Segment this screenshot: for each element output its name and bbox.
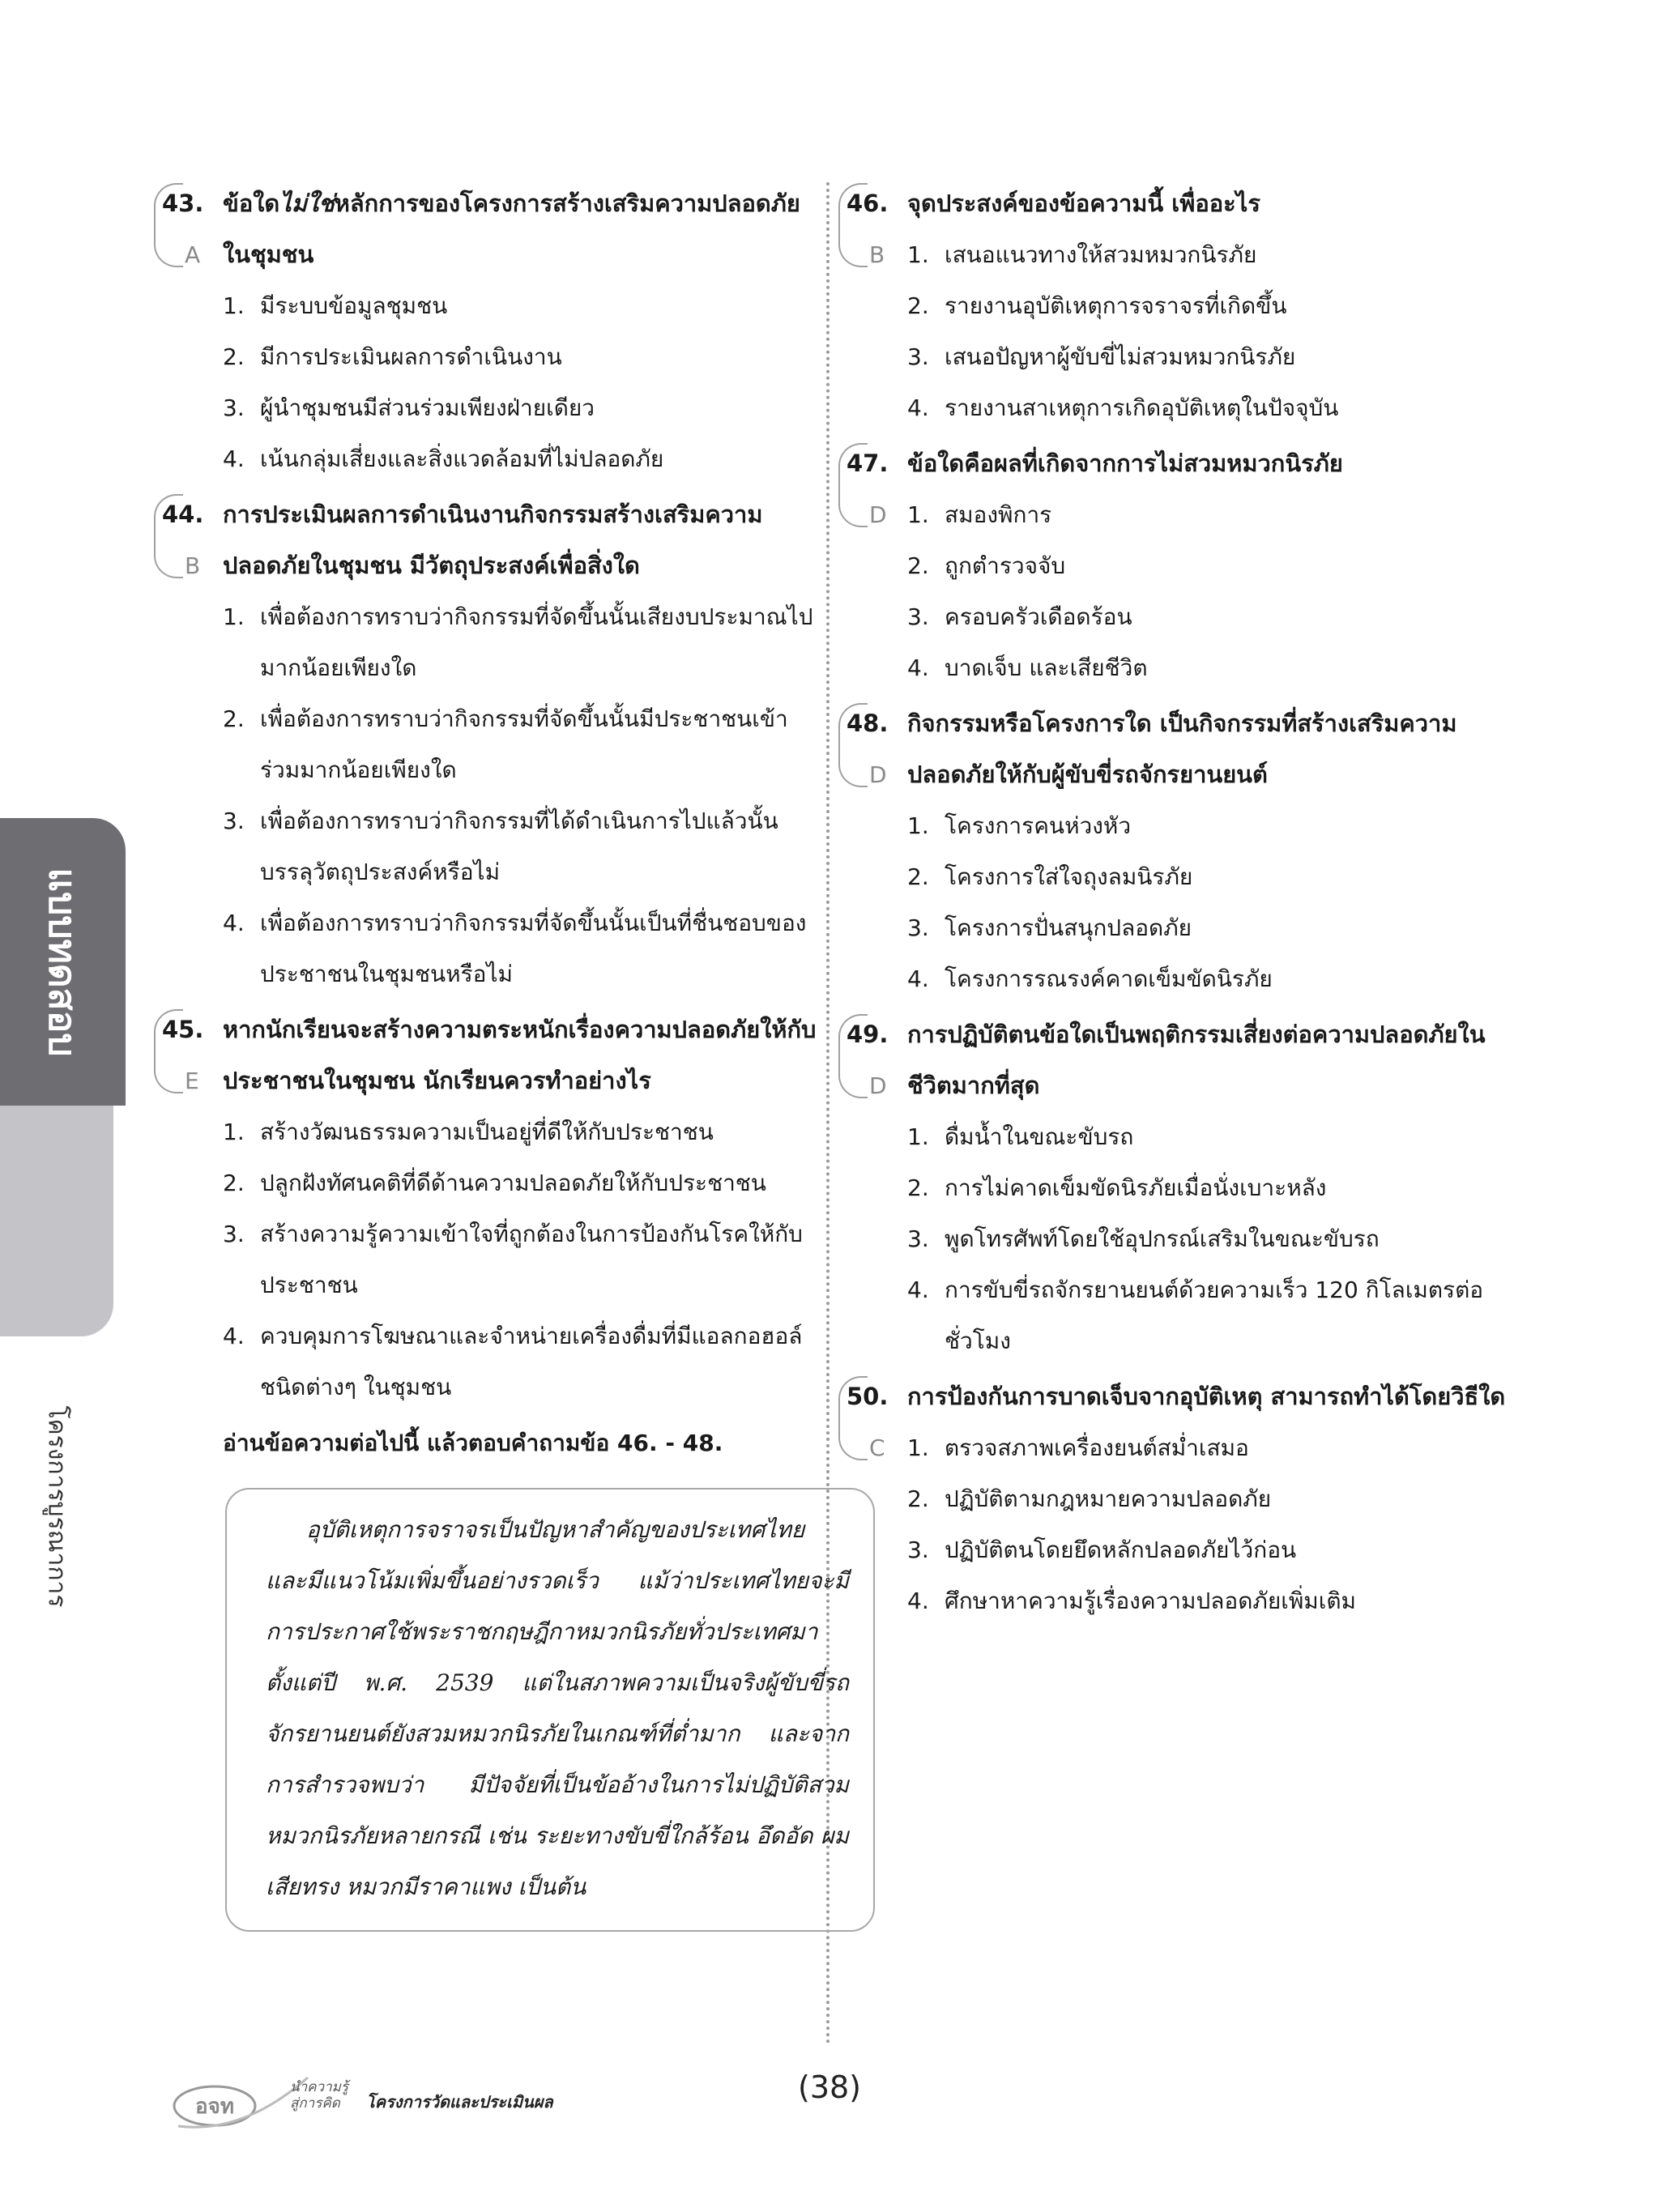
option-2[interactable]: 2. ปฏิบัติตามกฎหมายความปลอดภัย — [907, 1485, 1272, 1512]
question-46 — [847, 178, 1511, 433]
right-column — [847, 178, 1511, 1631]
question-50 — [847, 1371, 1511, 1626]
footer-title: โครงการวัดและประเมินผล — [366, 2092, 553, 2112]
question-number: 45. — [162, 1016, 204, 1043]
option-2[interactable]: 2. รายงานอุบัติเหตุการจราจรที่เกิดขึ้น — [907, 292, 1287, 319]
question-text: การปฏิบัติตนข้อใดเป็นพฤติกรรมเสี่ยงต่อความปลอดภัยในชีวิตมากที่สุด — [907, 1021, 1486, 1099]
option-4[interactable]: 4. เพื่อต้องการทราบว่ากิจกรรมที่จัดขึ้นนั้นเป็นที่ชื่นชอบของประชาชนในชุมชนหรือไม่ — [223, 910, 807, 987]
option-3[interactable]: 3. เพื่อต้องการทราบว่ากิจกรรมที่ได้ดำเนินการไปแล้วนั้นบรรลุวัตถุประสงค์หรือไม่ — [223, 808, 778, 885]
option-3[interactable]: 3. เสนอปัญหาผู้ขับขี่ไม่สวมหมวกนิรภัย — [907, 343, 1296, 370]
left-column — [162, 178, 849, 1932]
question-number: 49. — [847, 1021, 889, 1048]
side-tab-dark — [0, 818, 126, 1106]
option-3[interactable]: 3. โครงการปั่นสนุกปลอดภัย — [907, 914, 1192, 941]
option-list — [223, 280, 826, 484]
answer-letter: B — [185, 552, 201, 579]
question-number: 50. — [847, 1383, 889, 1410]
question-text: จุดประสงค์ของข้อความนี้ เพื่ออะไร — [907, 190, 1260, 217]
side-tab-light — [0, 1106, 113, 1608]
answer-letter: C — [869, 1434, 885, 1461]
option-list — [907, 1111, 1511, 1366]
answer-letter: D — [869, 761, 887, 788]
side-tab-dark-label: แบบทดสอบ — [41, 867, 85, 1057]
option-1[interactable]: 1. เพื่อต้องการทราบว่ากิจกรรมที่จัดขึ้นนั้นเสียงบประมาณไปมากน้อยเพียงใด — [223, 603, 813, 681]
question-number: 48. — [847, 710, 889, 737]
answer-letter: E — [185, 1068, 199, 1094]
option-2[interactable]: 2. โครงการใส่ใจถุงลมนิรภัย — [907, 863, 1193, 890]
question-49 — [847, 1009, 1511, 1366]
option-3[interactable]: 3. สร้างความรู้ความเข้าใจที่ถูกต้องในการป้องกันโรคให้กับประชาชน — [223, 1221, 803, 1298]
question-44 — [162, 489, 826, 999]
question-text: ข้อใดคือผลที่เกิดจากการไม่สวมหมวกนิรภัย — [907, 450, 1343, 477]
answer-letter: D — [869, 1072, 887, 1099]
question-48 — [847, 698, 1511, 1004]
option-2[interactable]: 2. ปลูกฝังทัศนคติที่ดีด้านความปลอดภัยให้กับประชาชน — [223, 1170, 766, 1196]
question-number: 47. — [847, 450, 889, 477]
answer-letter: A — [185, 241, 201, 268]
option-1[interactable]: 1. ดื่มน้ำในขณะขับรถ — [907, 1123, 1134, 1150]
question-number: 46. — [847, 190, 889, 217]
option-4[interactable]: 4. บาดเจ็บ และเสียชีวิต — [907, 654, 1148, 681]
option-3[interactable]: 3. ครอบครัวเดือดร้อน — [907, 603, 1132, 630]
option-2[interactable]: 2. มีการประเมินผลการดำเนินงาน — [223, 343, 562, 370]
question-text: การประเมินผลการดำเนินงานกิจกรรมสร้างเสริมความปลอดภัยในชุมชน มีวัตถุประสงค์เพื่อสิ่งใด — [223, 501, 763, 579]
question-text: ข้อใดไม่ใช่หลักการของโครงการสร้างเสริมความปลอดภัยในชุมชน — [223, 190, 800, 268]
option-4[interactable]: 4. ควบคุมการโฆษณาและจำหน่ายเครื่องดื่มที่มีแอลกอฮอล์ชนิดต่างๆ ในชุมชน — [223, 1323, 803, 1400]
side-tab-light-label: โครงการบูรณาการ — [42, 1405, 71, 1608]
option-3[interactable]: 3. ผู้นำชุมชนมีส่วนร่วมเพียงฝ่ายเดียว — [223, 394, 595, 421]
svg-text:อจท: อจท — [195, 2095, 234, 2119]
option-2[interactable]: 2. การไม่คาดเข็มขัดนิรภัยเมื่อนั่งเบาะหลัง — [907, 1174, 1327, 1201]
reading-passage-box — [225, 1488, 875, 1932]
option-2[interactable]: 2. ถูกตำรวจจับ — [907, 552, 1066, 579]
question-47 — [847, 438, 1511, 693]
question-number: 44. — [162, 501, 204, 528]
logo-tagline: นำความรู้ สู่การคิด — [290, 2079, 348, 2112]
answer-letter: B — [869, 241, 885, 268]
option-1[interactable]: 1. สร้างวัฒนธรรมความเป็นอยู่ที่ดีให้กับประชาชน — [223, 1119, 714, 1145]
page-number: (38) — [798, 2069, 862, 2105]
option-4[interactable]: 4. รายงานสาเหตุการเกิดอุบัติเหตุในปัจจุบัน — [907, 394, 1339, 421]
option-list — [223, 1106, 826, 1413]
reading-instruction: อ่านข้อความต่อไปนี้ แล้วตอบคำถามข้อ 46. - 48. — [223, 1430, 723, 1456]
option-4[interactable]: 4. โครงการรณรงค์คาดเข็มขัดนิรภัย — [907, 965, 1273, 992]
question-text: หากนักเรียนจะสร้างความตระหนักเรื่องความปลอดภัยให้กับประชาชนในชุมชน นักเรียนควรทำอย่างไร — [223, 1016, 817, 1094]
option-3[interactable]: 3. พูดโทรศัพท์โดยใช้อุปกรณ์เสริมในขณะขับรถ — [907, 1225, 1380, 1252]
option-list — [907, 229, 1511, 433]
option-1[interactable]: 1. ตรวจสภาพเครื่องยนต์สม่ำเสมอ — [907, 1434, 1249, 1461]
question-45 — [162, 1004, 826, 1413]
option-list — [907, 489, 1511, 693]
option-4[interactable]: 4. ศึกษาหาความรู้เรื่องความปลอดภัยเพิ่มเติม — [907, 1588, 1356, 1614]
option-4[interactable]: 4. เน้นกลุ่มเสี่ยงและสิ่งแวดล้อมที่ไม่ปลอดภัย — [223, 445, 664, 472]
option-4[interactable]: 4. การขับขี่รถจักรยานยนต์ด้วยความเร็ว 120 กิโลเมตรต่อชั่วโมง — [907, 1276, 1484, 1354]
question-number: 43. — [162, 190, 204, 217]
option-list — [907, 800, 1511, 1004]
option-1[interactable]: 1. สมองพิการ — [907, 501, 1052, 528]
answer-letter: D — [869, 501, 887, 528]
question-43 — [162, 178, 826, 484]
option-1[interactable]: 1. เสนอแนวทางให้สวมหมวกนิรภัย — [907, 241, 1257, 268]
option-2[interactable]: 2. เพื่อต้องการทราบว่ากิจกรรมที่จัดขึ้นนั้นมีประชาชนเข้าร่วมมากน้อยเพียงใด — [223, 705, 788, 783]
side-tab — [0, 818, 126, 1608]
option-list — [223, 591, 826, 999]
question-text: การป้องกันการบาดเจ็บจากอุบัติเหตุ สามารถทำได้โดยวิธีใด — [907, 1383, 1506, 1410]
option-list — [907, 1422, 1511, 1626]
option-1[interactable]: 1. โครงการคนห่วงหัว — [907, 812, 1132, 839]
question-text: กิจกรรมหรือโครงการใด เป็นกิจกรรมที่สร้างเสริมความปลอดภัยให้กับผู้ขับขี่รถจักรยานยนต์ — [907, 710, 1457, 788]
page-footer — [0, 2053, 1659, 2150]
option-1[interactable]: 1. มีระบบข้อมูลชุมชน — [223, 292, 448, 319]
option-3[interactable]: 3. ปฏิบัติตนโดยยึดหลักปลอดภัยไว้ก่อน — [907, 1536, 1297, 1563]
reading-passage: อุบัติเหตุการจราจรเป็นปัญหาสำคัญของประเทศไทย และมีแนวโน้มเพิ่มขึ้นอย่างรวดเร็ว แม้ว่าประเทศไทยจะมีการประกาศใช้พระราชกฤษฎีกาหมวกนิรภัยทั่วประเทศมาตั้งแต่ปี พ.ศ. 2539 แต่ในสภาพความเป็นจริงผู้ขับขี่รถจักรยานยนต์ยังสวมหมวกนิรภัยในเกณฑ์ที่ต่ำมาก และจากการสำรวจพบว่า มีปัจจัยที่เป็นข้ออ้างในการไม่ปฏิบัติสวมหมวกนิรภัยหลายกรณี เช่น ระยะทางขับขี่ใกล้ร้อน อึดอัด ผมเสียทรง หมวกมีราคาแพง เป็นต้น — [266, 1516, 849, 1900]
